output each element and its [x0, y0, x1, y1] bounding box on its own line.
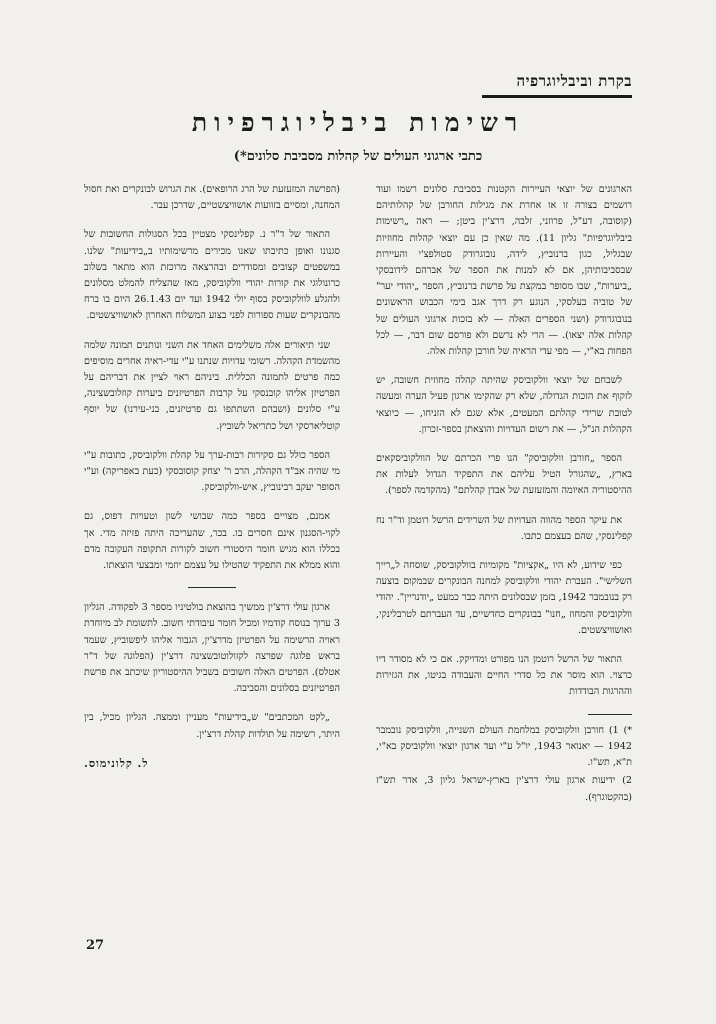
article-subtitle: כתבי ארגוני העולים של קהלות מסביבת סלונים*) [233, 149, 483, 164]
paragraph: אמנם, מצויים בספר כמה שבושי לשון וטעויות דפוס, גם לקוי-הסגנון אינם חסרים בו. בכר, שהעריכה היתה פזיזה מדי. אך בכללו הוא מגיש חומר היסטורי חשוב לקורות התקופה העקובה מדם והוא ממלא את התפקיד שהטילו על עצמם יוזמי ומבצעי הוצאתו. [84, 511, 340, 572]
page-number: 27 [86, 938, 105, 953]
paragraph: (הפרשה המזעזעת של הרג הרופאים). את הגרוש לבונקרים ואת חסול המחנה, ומסיים בזוועות אושוויצשטיים, שדרכן עבר. [84, 184, 340, 212]
paragraph: התאור של הרשל רוטמן הנו מפורט ומדויקק. אם כי לא מסודר דיו כרצוי. הוא מוסר את כל סדרי החיים והעבודה בגיטו, את הגזירות וההרגות הבודדות [376, 654, 632, 698]
paragraph: את עיקר הספר מהווה העדויות של השרידים הרשל רוטמן וד"ר נח קפלינסקי, שהם בעצמם כתבו. [376, 514, 632, 542]
right-column [376, 182, 632, 808]
paragraph: התאור של ד"ר נ. קפלינסקי מצטיין בכל הסגולות החשובות של סגנונו ואופן כתיבתו שאנו מכירים מרשימותיו ב„בידיעות" שלנו. במשפטים קצובים ומסודרים ובהרצאה מרוכזת הוא מתאר בשלוב כרונולוגי את קורות יהודי וולקוביסק, מאז שהצליח להמלט מסלונים ולהגלע לוולקוביסק בסוף יולי 1942 ועד יום 26.1.43 היום בו ברח מהבונקרים שעות ספורות לפני בצוע המשלוח האחרון לאושוויצשטים. [84, 229, 340, 322]
footnotes [376, 723, 632, 806]
paragraph: לשבחם של יוצאי וולקוביסק שהיתה קהלה מחוזית חשובה, יש לזקוף את הזכות הגדולה, שלא רק שהקימו ארגון פעיל הערה ומעשה לטובת שרידי קהלתם המעטים, אלא שגם לא הזניחו, — כיוצאי הקהלות הנ"ל, — את רשום העדויות והוצאתן בספר-זכרון. [376, 375, 632, 435]
paragraph: הארגונים של יוצאי העיירות הקטנות בסביבת סלונים רשמו ועוד רושמים בצורה זו או אחרת את מגילות החורבן של קהלותיהם (קוסובה, דע"ל, פרוזני, זלבה, דרצ'ין ביטן; — ראה „רשימות ביבליוגרפיות" גליון 11). מה שאין כן עם יוצאי קהלות מחוזיות שבגליל, כגון ברנוביץ, לידה, נובוגרודק סטולפצ'י והעיירות שבסביבותיהן, אם לא למנות את הספר של אברהם לידובסקי „ביערות", שבו מסופר במקצת על פרשת ברנוביץ, הספר „יהודי יער" של טוביה בעלסקי, הנוגע רק דרך אגב בימי הכבוש הראשונים בנובוגרודק (ושני הספרים האלה — לא בזכות ארגוני העולים של קהלות אלה יצאו). — הרי לא נרשם ולא פורסם שום דבר, — לכל הפחות בא"י, — מפי עדי הראיה של חורבן קהלות אלה. [376, 184, 633, 358]
footnote: 2) ידיעות ארגון עולי דרצ'ין בארץ-ישראל גליון 3, אדר תש"ז (בהקטוגרף). [376, 775, 633, 803]
section-divider [188, 587, 236, 588]
section-label: בקרת וביבליוגרפיה [482, 72, 632, 98]
footnote-divider [588, 714, 632, 715]
footnote: *) 1) חורבן וולקוביסק במלחמת העולם השנייה, וולקוביסק נובמבר 1942 — יאנואר 1943, יו"ל ע"י ועד ארגון יוצאי וולקוביסק בא"י, ת"א, תש"ו. [376, 724, 633, 769]
left-column [84, 182, 340, 772]
paragraph: ארגון עולי דרצ'ין ממשיך בהוצאת בולטיניו מספר 3 לפקודה. הגליון 3 ערוך בנוסח קודמיו ומכיל חומר עיבודתי חשוב. לתשומת לב מיוחדת ראויה הרשימה על הפרטיזן מדרצ'ין, הגבור אליהו ליפשוביץ, שעמד בראש פלוגה שפרצה לקזולוטובשצינה דרצ'ין (הפלוגה של ד"ר אטלס). הפרטים האלה חשובים בשביל ההיסטוריון שיכתב את פרשת הפרטיזנים בסלונים והסביבה. [84, 602, 340, 695]
article-title: רשימות ביבליוגרפיות [191, 108, 525, 137]
author-signature: ל. קלונימוס. [84, 756, 149, 770]
paragraph: שני תיאורים אלה משלימים האחד את השני ונותנים תמונה שלמה מהשמדת הקהלה. רשומי עדויות שנתנו ע"י עדי-ראיה אחרים מוסיפים כמה פרטים לתמונה הכללית. ביניהם ראוי לציין את דבריהם על הפרטיזן אליהו קובנסקי על קרבות הפרטיזנים ביערות קוזלובשצינה, ע"י סלונים (ושבהם השתתפו גם פרטיזנים, בני-עירנו) של יוסף קוטליארסקי ושל כתריאל לשוביץ. [84, 339, 340, 432]
paragraph: „לקט המכתבים" ש„בידיעות" מעניין וממצה. הגליון מכיל, בין היתר, רשימה על תולדות קהלת דרצ'ין. [84, 712, 340, 740]
paragraph: הספר כולל גם סקירות רבות-ערך על קהלת וולקוביסק, כתובות ע"י מי שהיה אב"ד הקהלה, הרב ר' יצחק קוסובסקי (כעת באפריקה) וע"י הסופר יעקב רבינוביץ, איש-וולקוביסק. [84, 449, 340, 494]
paragraph: הספר „חורבן וולקוביסק" הנו פרי הכרתם של הוולקוביסקאים בארץ, „שהגורל הטיל עליהם את התפקיד הגדול לעלות את ההיסטוריה האיומה והמזעזעת של אבדן קהלתם" (מהקדמה לספר). [376, 453, 632, 497]
paragraph: כפי שידוע, לא היו „אקציות" מקומיות בוולקוביסק, שוסחה ל„רייך השלישי". העברת יהודי וולקוביסק למחנה הבונקרים שבמקום בוצעה רק בנובמבר 1942, בזמן שבסלונים היתה כבר כמעט „יודנריין". יהודי וולקוביסק והמחוז „חנו" בבונקרים כחדשיים, עד העברתם לטרבלינקי, ואושוויצשטים. [376, 560, 632, 636]
